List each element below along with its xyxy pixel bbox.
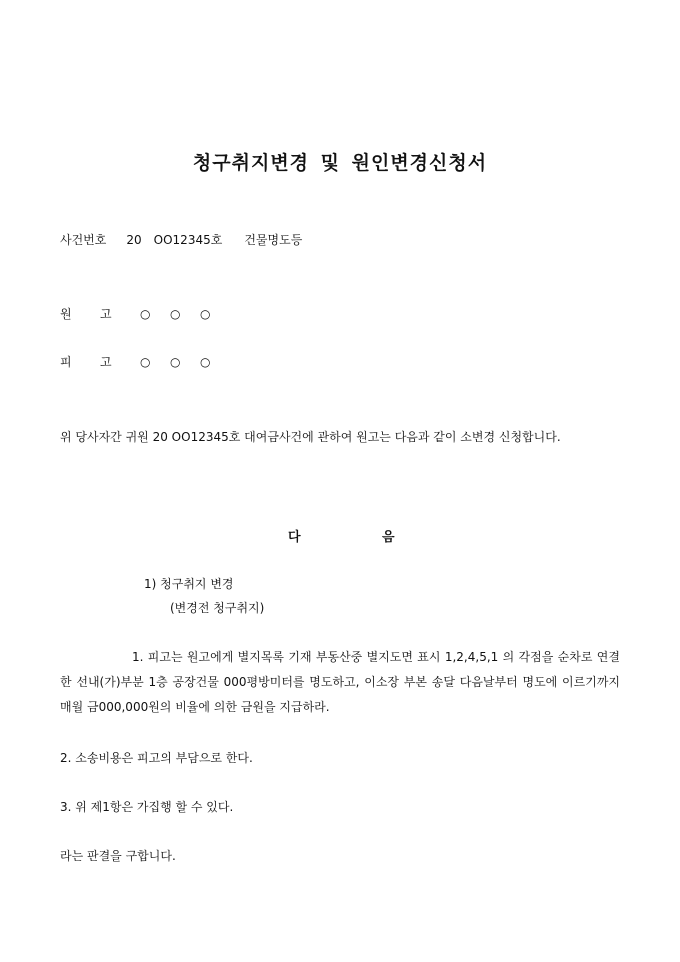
plaintiff-mark: ○ [200,307,211,321]
claim-1-paragraph: 1. 피고는 원고에게 별지목록 기재 부동산중 별지도면 표시 1,2,4,5,1 의 각점을 순차로 연결한 선내(가)부분 1층 공장건물 000평방미터를 명도하고, 이소장 부본 송달 다음날부터 명도에 이르기까지 매월 금000,000원의 비율에 의한 금원을 지급하라. [60,650,620,714]
case-number-label: 사건번호 [60,233,107,247]
section-1-title: 1) 청구취지 변경 [144,577,234,591]
heading-left: 다 [288,530,301,545]
defendant-line [60,354,230,370]
plaintiff-label-2: 고 [100,307,112,321]
defendant-label-1: 피 [60,355,72,369]
plaintiff-line [60,306,230,322]
plaintiff-mark: ○ [170,307,181,321]
closing-line: 라는 판결을 구합니다. [60,849,176,863]
claim-2-paragraph: 2. 소송비용은 피고의 부담으로 한다. [60,751,253,765]
document-title: 청구취지변경 및 원인변경신청서 [192,152,488,174]
case-year: 20 [126,233,142,247]
plaintiff-mark: ○ [140,307,151,321]
claim-3-paragraph: 3. 위 제1항은 가집행 할 수 있다. [60,800,234,814]
defendant-mark: ○ [170,355,181,369]
intro-paragraph: 위 당사자간 귀원 20 OO12345호 대여금사건에 관하여 원고는 다음과 같이 소변경 신청합니다. [60,430,561,444]
defendant-mark: ○ [140,355,151,369]
defendant-label-2: 고 [100,355,112,369]
case-number-line [60,232,302,248]
heading-right: 음 [382,530,395,545]
case-number: OO12345호 [153,233,223,247]
section-1-subtitle: (변경전 청구취지) [170,601,265,615]
case-name: 건물명도등 [244,233,303,247]
plaintiff-label-1: 원 [60,307,72,321]
defendant-mark: ○ [200,355,211,369]
